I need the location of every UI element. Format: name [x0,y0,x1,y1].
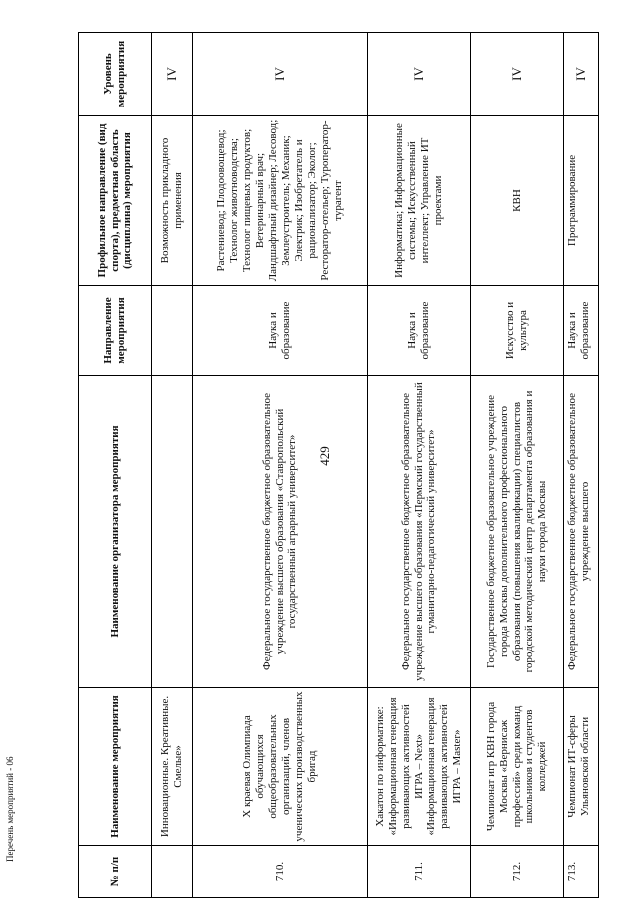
cell-organizer: Государственное бюджетное образовательное учреждение города Москвы дополнительного профессионального образования (повышения квалификации) специалистов городской методический центр департамента образования и науки города Москвы [471,376,564,688]
cell-level: IV [471,33,564,116]
cell-num: 711. [368,846,471,898]
header-direction: Направление мероприятия [79,286,152,376]
cell-direction: Наука и образование [193,286,368,376]
footer-note: Перечень мероприятий - 06 [5,756,15,862]
cell-num: 710. [193,846,368,898]
table-row [471,33,564,898]
cell-name: Чемпионат ИТ-сферы Ульяновской области [564,688,599,846]
cell-profile: Информатика; Информационные системы; Искусственный интеллект; Управление ИТ проектами [368,116,471,286]
cell-direction: Наука и образование [564,286,599,376]
cell-num: 713. [564,846,599,898]
cell-num: 712. [471,846,564,898]
cell-organizer: Федеральное государственное бюджетное образовательное учреждение высшего [564,376,599,688]
table-row [193,33,368,898]
cell-level: IV [368,33,471,116]
cell-direction [152,286,193,376]
page-number: 429 [317,446,332,466]
cell-organizer [152,376,193,688]
table-row [564,33,599,898]
cell-organizer: Федеральное государственное бюджетное образовательное учреждение высшего образования «Пермский государственный гуманитарно-педагогический университет» [368,376,471,688]
cell-organizer: Федеральное государственное бюджетное образовательное учреждение высшего образования «Ставропольский государственный аграрный университет» [193,376,368,688]
cell-name: Хакатон по информатике: «Информационная генерация развивающих активностей ИГРА – Next» «Информационная генерация развивающих активностей ИГРА – Master» [368,688,471,846]
header-organizer: Наименование организатора мероприятия [79,376,152,688]
cell-name: Инновационные. Креативные. Смелые» [152,688,193,846]
header-num: № п/п [79,846,152,898]
cell-name: Чемпионат игр КВН города Москвы «Вернисаж профессий» среди команд школьников и студентов колледжей [471,688,564,846]
cell-profile: Возможность прикладного применения [152,116,193,286]
cell-level: IV [152,33,193,116]
header-profile: Профильное направление (вид спорта), предметная область (дисциплина) мероприятия [79,116,152,286]
cell-profile: Программирование [564,116,599,286]
cell-profile: Растениевод; Плодоовощевод; Технолог животноводства; Технолог пищевых продуктов; Ветеринарный врач; Ландшафтный дизайнер; Лесовод; Землеустроитель; Механик; Электрик; Изобретатель и рационализатор; Эколог; Ресторатор-отельер; Туроператор-турагент [193,116,368,286]
cell-level: IV [564,33,599,116]
header-name: Наименование мероприятия [79,688,152,846]
cell-direction: Искусство и культура [471,286,564,376]
table-row [368,33,471,898]
table-header-row [79,33,152,898]
table-row [152,33,193,898]
cell-direction: Наука и образование [368,286,471,376]
events-table-container [78,33,632,898]
cell-name: X краевая Олимпиада обучающихся общеобразовательных организаций, членов ученических производственных бригад [193,688,368,846]
cell-level: IV [193,33,368,116]
cell-profile: КВН [471,116,564,286]
events-table [78,32,599,898]
cell-num [152,846,193,898]
header-level: Уровень мероприятия [79,33,152,116]
